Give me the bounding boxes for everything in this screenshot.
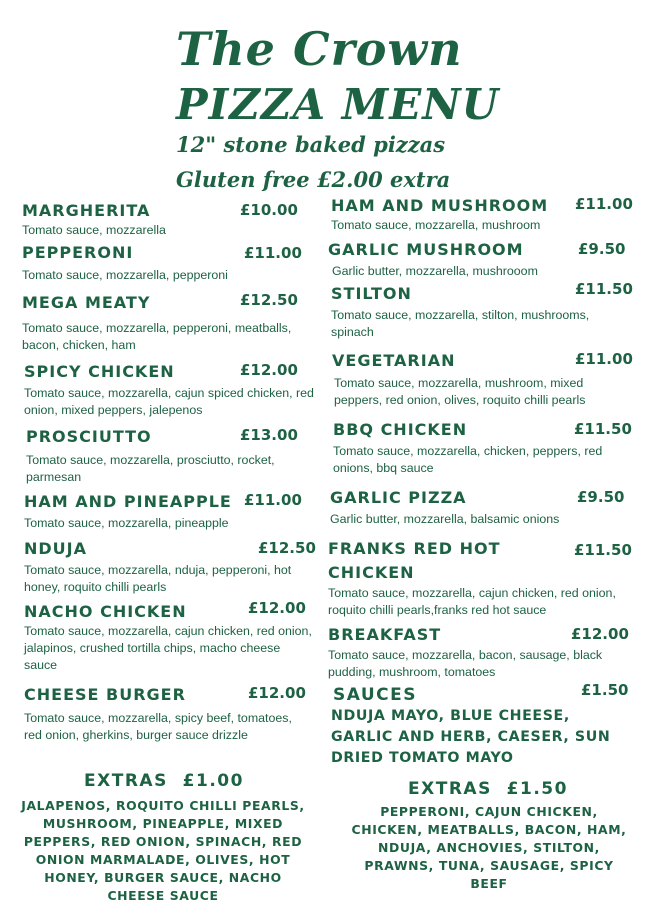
item-price: £13.00 <box>240 426 298 444</box>
pizza-size-note: 12" stone baked pizzas <box>176 132 446 157</box>
menu-item-mega-meaty <box>22 292 314 354</box>
menu-item-bbq-chicken <box>333 419 632 477</box>
menu-item-breakfast <box>328 624 628 681</box>
extras-right-list: PEPPERONI, CAJUN CHICKEN, CHICKEN, MEATBALLS, BACON, HAM, NDUJA, ANCHOVIES, STILTON, PRAWNS, TUNA, SAUSAGE, SPICY BEEF <box>351 804 627 891</box>
extras-left-list: JALAPENOS, ROQUITO CHILLI PEARLS, MUSHROOM, PINEAPPLE, MIXED PEPPERS, RED ONION, SPINACH, RED ONION MARMALADE, OLIVES, HOT HONEY, BURGER SAUCE, NACHO CHEESE SAUCE <box>21 798 305 903</box>
menu-item-prosciutto <box>26 426 316 486</box>
item-description: Tomato sauce, mozzarella, pineapple <box>24 516 229 530</box>
item-description: Tomato sauce, mozzarella, cajun chicken, red onion, jalapinos, crushed tortilla chips, macho cheese sauce <box>24 624 312 672</box>
item-name: BBQ CHICKEN <box>333 420 468 439</box>
item-description: Garlic butter, mozzarella, balsamic onions <box>330 512 560 526</box>
item-price: £9.50 <box>578 240 626 258</box>
item-price: £11.50 <box>574 420 632 438</box>
menu-item-pepperoni <box>22 242 302 284</box>
item-price: £12.00 <box>248 684 306 702</box>
item-price: £10.00 <box>240 201 298 219</box>
menu-item-ham-and-pineapple <box>24 491 316 532</box>
item-price: £11.50 <box>575 280 633 298</box>
item-name: NACHO CHICKEN <box>24 602 187 621</box>
item-price: £12.50 <box>240 291 298 309</box>
item-description: Tomato sauce, mozzarella, pepperoni <box>22 268 228 282</box>
item-description: Tomato sauce, mozzarella, pepperoni, meatballs, bacon, chicken, ham <box>22 321 292 352</box>
menu-item-garlic-pizza <box>330 487 628 528</box>
gluten-free-note: Gluten free £2.00 extra <box>176 167 451 192</box>
item-name: HAM AND PINEAPPLE <box>24 492 232 511</box>
sauces-price: £1.50 <box>581 681 629 699</box>
item-description: Tomato sauce, mozzarella <box>22 223 166 237</box>
item-name: BREAKFAST <box>328 625 442 644</box>
item-price: £11.00 <box>575 195 633 213</box>
item-name: FRANKS RED HOT CHICKEN <box>328 539 501 582</box>
menu-item-franks-red-hot-chicken <box>328 537 632 619</box>
item-name: STILTON <box>331 284 412 303</box>
item-description: Tomato sauce, mozzarella, bacon, sausage, black pudding, mushroom, tomatoes <box>328 648 603 679</box>
item-name: NDUJA <box>24 539 87 558</box>
item-price: £12.50 <box>258 539 316 557</box>
item-name: GARLIC PIZZA <box>330 488 467 507</box>
item-description: Garlic butter, mozzarella, mushrooom <box>332 264 538 278</box>
menu-item-vegetarian <box>332 350 633 409</box>
item-name: GARLIC MUSHROOM <box>328 240 524 259</box>
menu-item-spicy-chicken <box>24 361 316 419</box>
item-name: MEGA MEATY <box>22 293 151 312</box>
extras-left-heading <box>84 771 244 791</box>
item-description: Tomato sauce, mozzarella, stilton, mushrooms, spinach <box>331 308 590 339</box>
item-name: PROSCIUTTO <box>26 427 152 446</box>
item-price: £12.00 <box>248 599 306 617</box>
restaurant-name: The Crown <box>176 22 463 76</box>
extras-left-price: £1.00 <box>182 771 244 791</box>
menu-item-garlic-mushroom <box>328 239 626 280</box>
item-price: £11.00 <box>244 491 302 509</box>
menu-item-nacho-chicken <box>24 601 316 674</box>
extras-left-title: EXTRAS <box>84 771 168 791</box>
item-description: Tomato sauce, mozzarella, mushroom <box>331 218 541 232</box>
item-name: SPICY CHICKEN <box>24 362 175 381</box>
item-price: £11.00 <box>575 350 633 368</box>
item-price: £11.50 <box>574 541 632 559</box>
sauces-heading: SAUCES <box>333 685 418 705</box>
extras-right-heading <box>408 779 568 799</box>
item-description: Tomato sauce, mozzarella, cajun chicken, red onion, roquito chilli pearls,franks red hot sauce <box>328 586 616 617</box>
item-name: PEPPERONI <box>22 243 134 262</box>
item-description: Tomato sauce, mozzarella, spicy beef, tomatoes, red onion, gherkins, burger sauce drizzle <box>24 711 292 742</box>
item-name: HAM AND MUSHROOM <box>331 196 549 215</box>
item-price: £12.00 <box>240 361 298 379</box>
item-description: Tomato sauce, mozzarella, mushroom, mixed peppers, red onion, olives, roquito chilli pearls <box>334 376 586 407</box>
item-description: Tomato sauce, mozzarella, prosciutto, rocket, parmesan <box>26 453 275 484</box>
item-description: Tomato sauce, mozzarella, cajun spiced chicken, red onion, mixed peppers, jalepenos <box>24 386 314 417</box>
menu-title: PIZZA MENU <box>176 80 500 129</box>
menu-item-ham-and-mushroom <box>331 195 633 234</box>
menu-item-margherita <box>22 200 302 239</box>
item-price: £9.50 <box>577 488 625 506</box>
item-description: Tomato sauce, mozzarella, nduja, pepperoni, hot honey, roquito chilli pearls <box>24 563 292 594</box>
menu-item-cheese-burger <box>24 684 310 744</box>
menu-item-stilton <box>331 280 633 341</box>
item-name: MARGHERITA <box>22 201 151 220</box>
item-name: CHEESE BURGER <box>24 685 186 704</box>
extras-right-title: EXTRAS <box>408 779 492 799</box>
item-description: Tomato sauce, mozzarella, chicken, peppers, red onions, bbq sauce <box>333 444 603 475</box>
extras-right-price: £1.50 <box>506 779 568 799</box>
item-price: £11.00 <box>244 244 302 262</box>
item-name: VEGETARIAN <box>332 351 456 370</box>
item-price: £12.00 <box>571 625 629 643</box>
menu-item-nduja <box>24 538 316 596</box>
sauces-list: NDUJA MAYO, BLUE CHEESE, GARLIC AND HERB, CAESER, SUN DRIED TOMATO MAYO <box>331 708 611 766</box>
